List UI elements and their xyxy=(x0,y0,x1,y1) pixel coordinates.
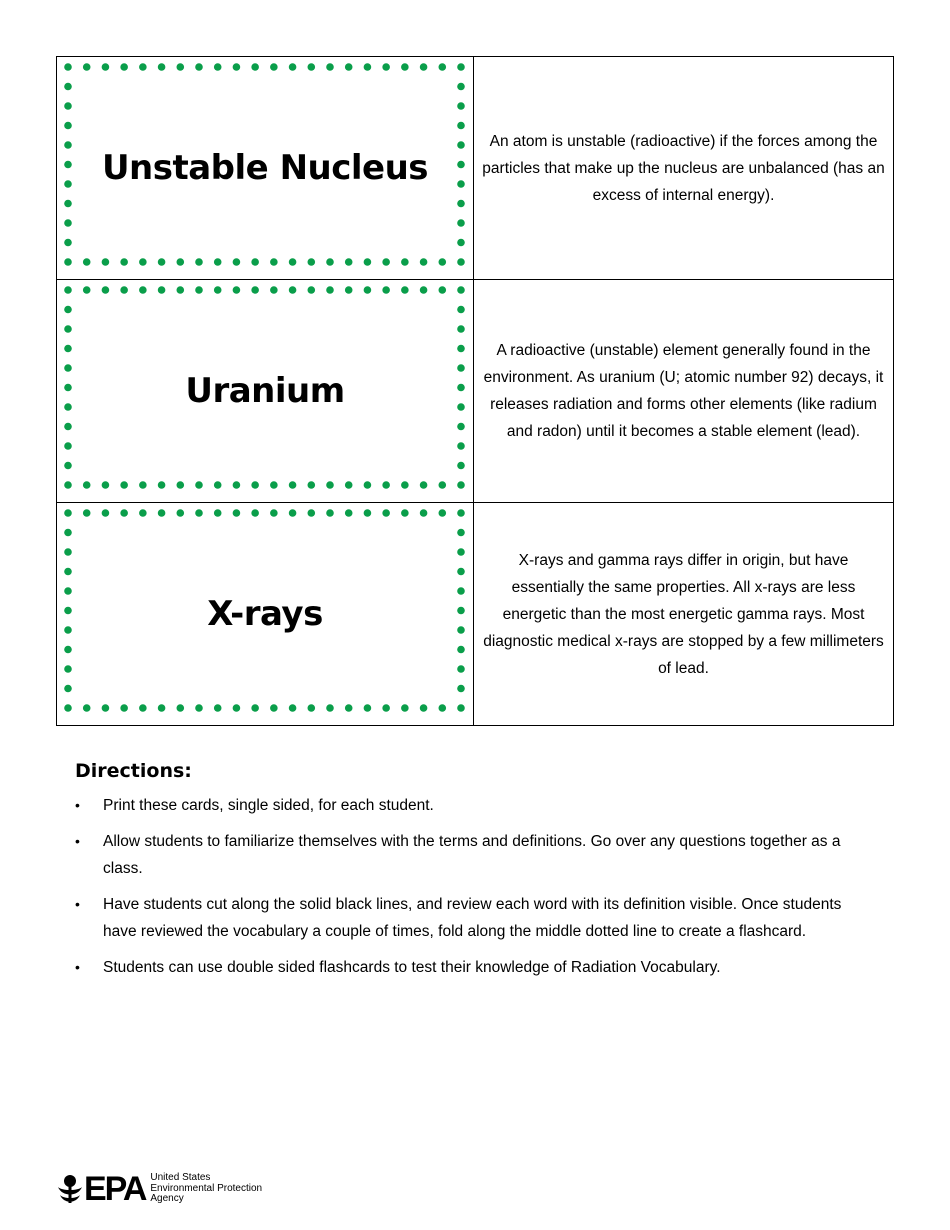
card-row-2 xyxy=(57,280,894,503)
agency-line: Agency xyxy=(150,1193,184,1205)
list-item xyxy=(75,792,865,819)
card-row-1 xyxy=(57,57,894,280)
directions-section xyxy=(75,760,865,990)
list-item-text: Print these cards, single sided, for each student. xyxy=(103,797,434,814)
term-label: Uranium xyxy=(185,371,345,411)
epa-logo xyxy=(56,1172,262,1206)
bullet: • xyxy=(75,959,80,975)
epa-flower-icon xyxy=(56,1173,84,1205)
term-cell xyxy=(57,280,474,503)
epa-wordmark: EPA xyxy=(84,1170,146,1208)
term-label: X-rays xyxy=(207,594,323,634)
definition-cell: An atom is unstable (radioactive) if the forces among the particles that make up the nucleus are unbalanced (has an excess of internal energy). xyxy=(474,57,894,280)
bullet: • xyxy=(75,797,80,813)
term-label: Unstable Nucleus xyxy=(101,148,429,188)
list-item-text: Allow students to familiarize themselves with the terms and definitions. Go over any questions together as a class. xyxy=(103,833,841,877)
agency-name xyxy=(150,1173,262,1205)
card-row-3 xyxy=(57,503,894,726)
list-item-text: Students can use double sided flashcards to test their knowledge of Radiation Vocabulary. xyxy=(103,959,721,976)
definition-cell: A radioactive (unstable) element generally found in the environment. As uranium (U; atomic number 92) decays, it releases radiation and forms other elements (like radium and radon) until it becomes a stable element (lead). xyxy=(474,280,894,503)
agency-line: Environmental Protection xyxy=(150,1182,263,1194)
list-item xyxy=(75,891,865,945)
term-cell xyxy=(57,57,474,280)
list-item xyxy=(75,828,865,882)
flashcard-table xyxy=(56,56,894,726)
agency-line: United States xyxy=(150,1172,211,1184)
list-item-text: Have students cut along the solid black lines, and review each word with its definition visible. Once students have reviewed the vocabulary a couple of times, fold along the middle dotted line to create a flashcard. xyxy=(103,896,842,940)
bullet: • xyxy=(75,896,80,912)
term-cell xyxy=(57,503,474,726)
list-item xyxy=(75,954,865,981)
definition-cell: X-rays and gamma rays differ in origin, but have essentially the same properties. All x-rays are less energetic than the most energetic gamma rays. Most diagnostic medical x-rays are stopped by a few millimeters of lead. xyxy=(474,503,894,726)
directions-title: Directions: xyxy=(75,760,192,782)
bullet: • xyxy=(75,833,80,849)
directions-list xyxy=(75,792,865,981)
